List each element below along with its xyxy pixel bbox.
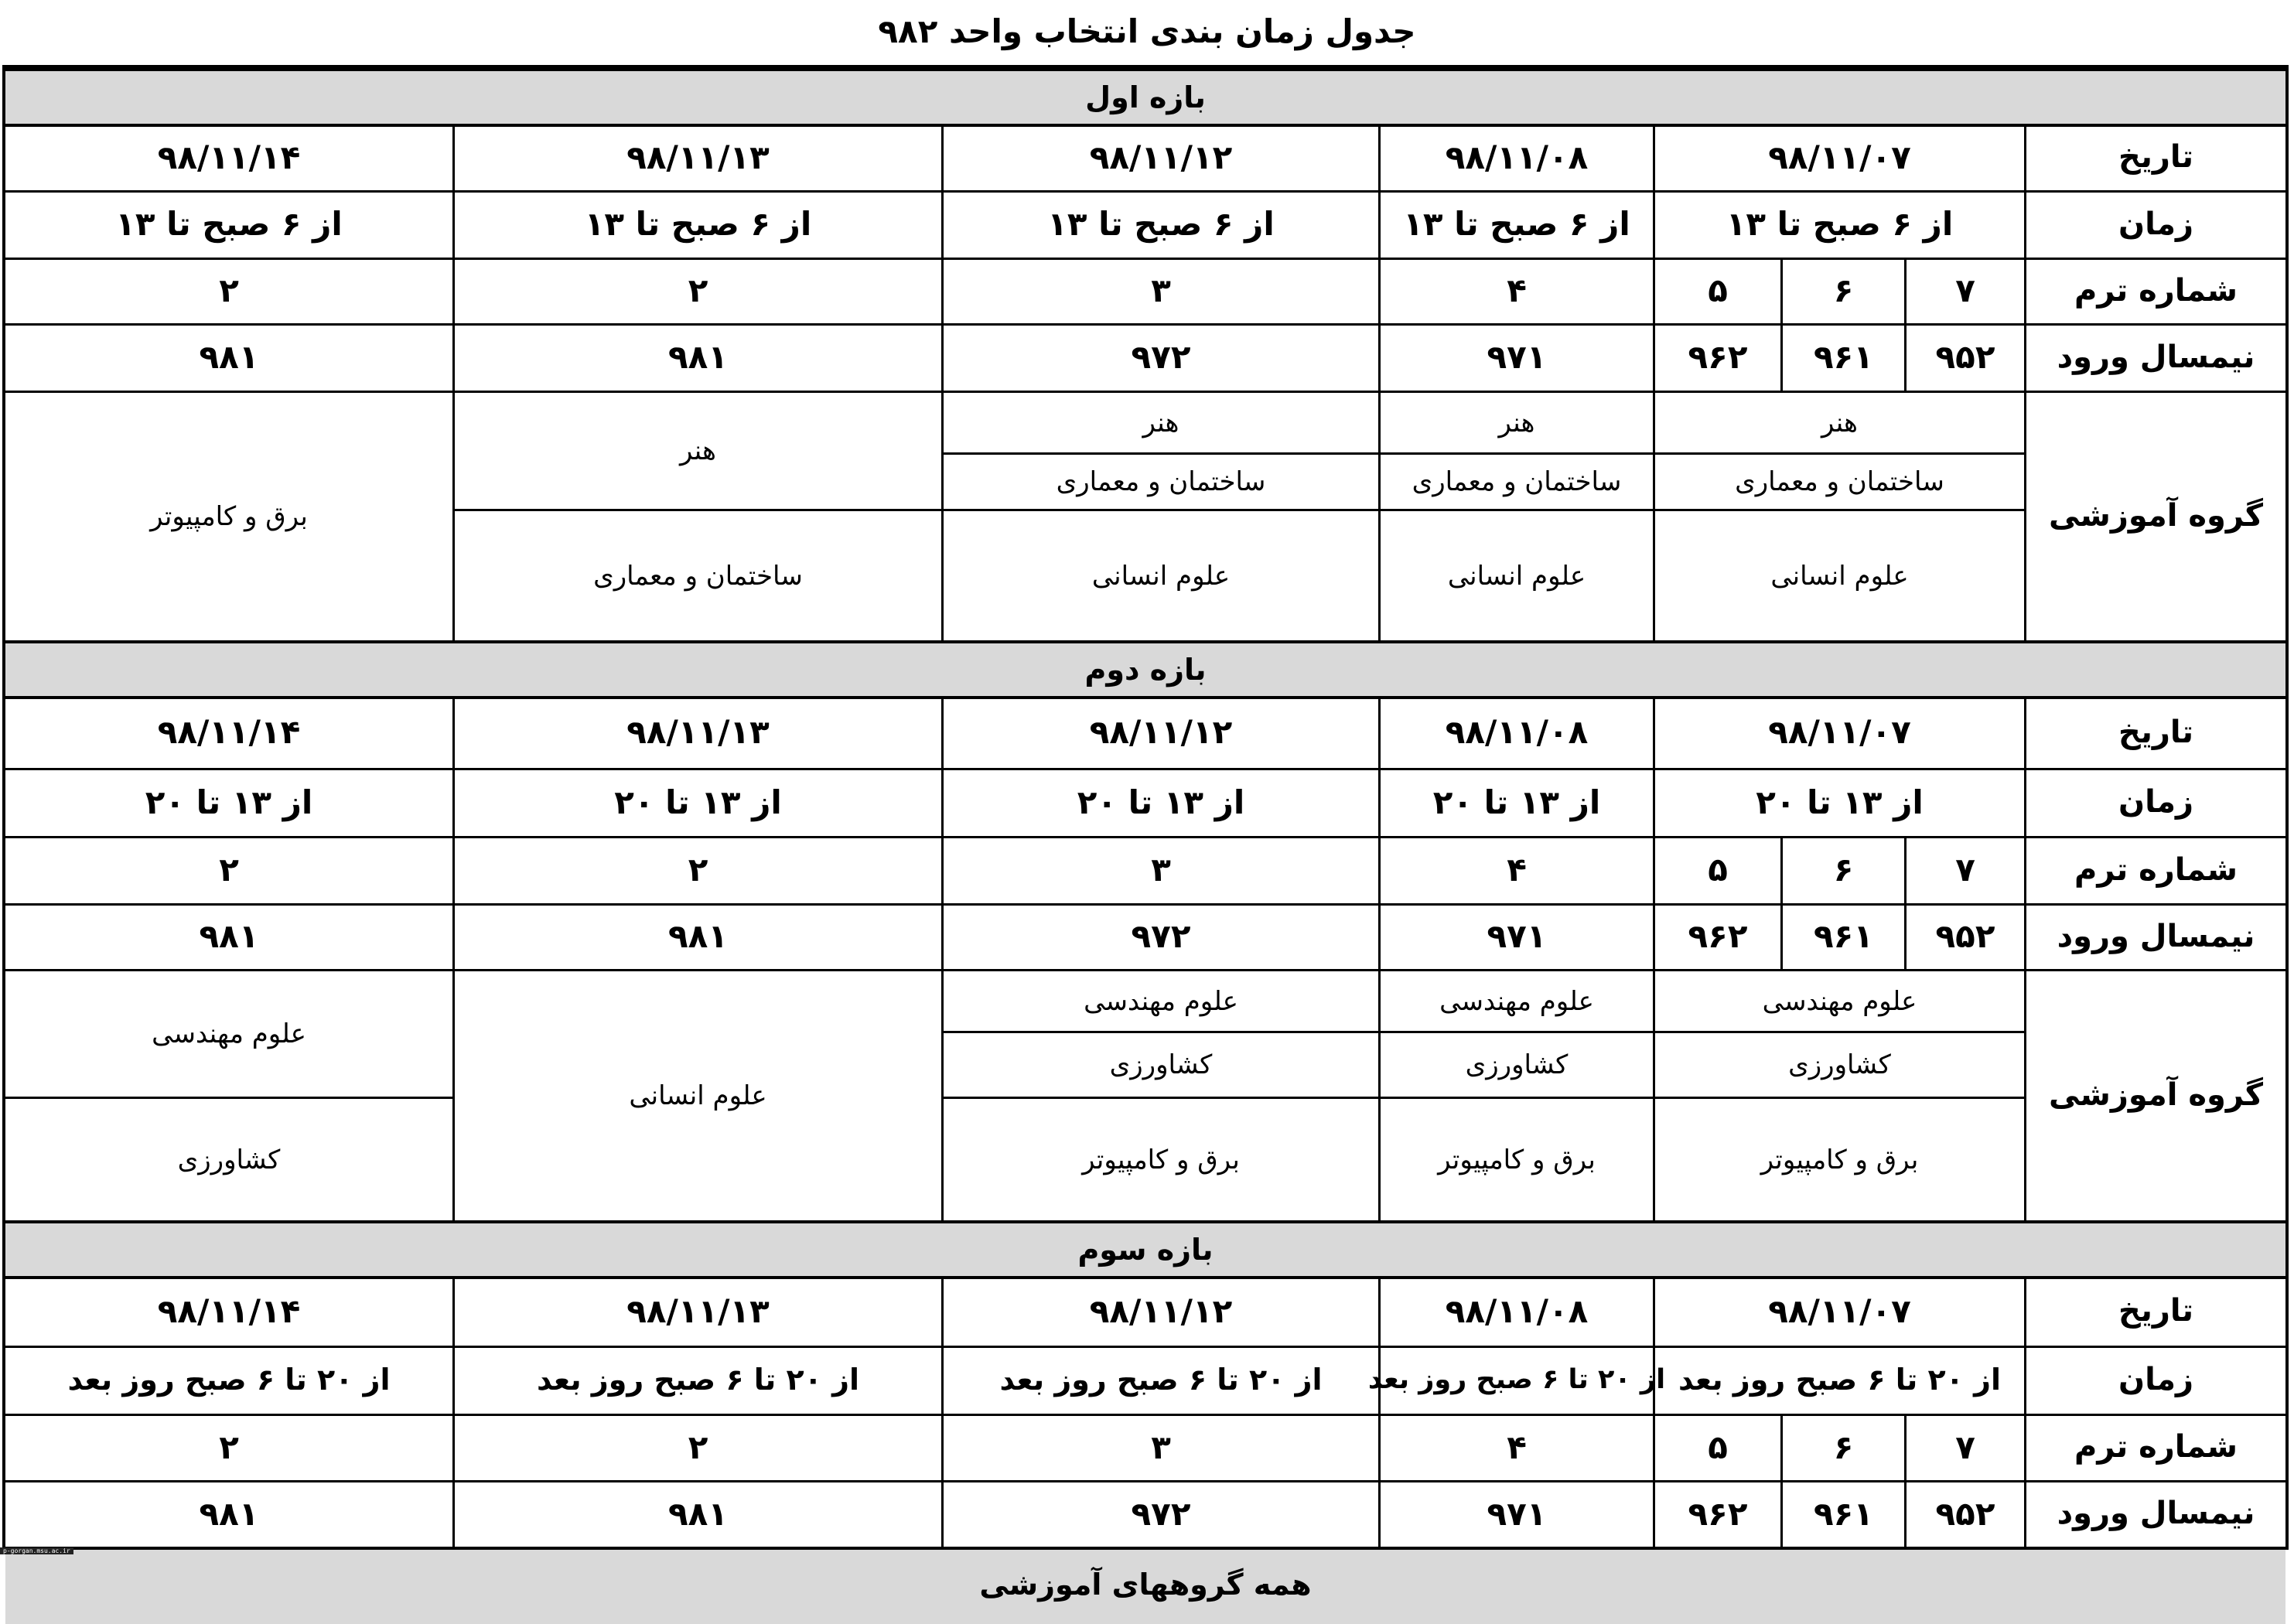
time-cell: از ۶ صبح تا ۱۳ [1726,205,1954,243]
period-2-header [5,640,2285,699]
time-cell: از ۱۳ تا ۲۰ [145,783,313,821]
group-cell: ساختمان و معماری [1056,466,1266,497]
date-cell: ۹۸/۱۱/۱۲ [1089,1291,1233,1330]
term-cell: ۷ [1955,1428,1975,1466]
entry-cell: ۹۸۱ [199,917,259,955]
term-cell: ۲ [688,851,708,889]
group-cell: کشاورزی [1465,1049,1569,1080]
time-cell: از ۲۰ تا ۶ صبح روز بعد [536,1363,860,1397]
term-cell: ۲ [219,851,239,889]
date-cell: ۹۸/۱۱/۰۸ [1445,138,1589,176]
entry-cell: ۹۷۲ [1131,1494,1191,1533]
term-cell: ۲ [219,1428,239,1466]
group-cell: ساختمان و معماری [593,560,803,592]
time-cell: از ۶ صبح تا ۱۳ [1047,205,1275,243]
group-cell: علوم مهندسی [1084,985,1238,1017]
time-cell: از ۶ صبح تا ۱۳ [1403,205,1630,243]
time-cell: از ۱۳ تا ۲۰ [1756,783,1924,821]
term-cell: ۴ [1507,851,1527,889]
group-cell: علوم مهندسی [1762,985,1917,1017]
term-cell: ۵ [1708,1428,1728,1466]
term-cell: ۴ [1507,1428,1527,1466]
group-cell: کشاورزی [1109,1049,1213,1080]
entry-cell: ۹۶۲ [1688,1494,1748,1533]
period-3-header [5,1220,2285,1279]
entry-cell: ۹۶۱ [1814,1494,1873,1533]
time-cell: از ۲۰ تا ۶ صبح روز بعد [1367,1364,1666,1395]
group-cell: کشاورزی [177,1144,281,1175]
time-cell: از ۱۳ تا ۲۰ [1432,783,1601,821]
label-date: تاریخ [2118,714,2193,750]
entry-cell: ۹۷۱ [1487,1494,1547,1533]
label-term: شماره ترم [2074,272,2238,309]
date-cell: ۹۸/۱۱/۱۴ [157,713,301,751]
entry-cell: ۹۸۱ [668,338,728,376]
label-date: تاریخ [2118,139,2193,175]
label-entry: نیمسال ورود [2057,918,2255,954]
group-cell: برق و کامپیوتر [1082,1144,1240,1175]
date-cell: ۹۸/۱۱/۱۳ [626,1291,770,1330]
entry-cell: ۹۸۱ [668,917,728,955]
entry-cell: ۹۶۲ [1688,917,1748,955]
entry-cell: ۹۵۲ [1935,917,1995,955]
entry-cell: ۹۷۱ [1487,917,1547,955]
label-term: شماره ترم [2074,851,2238,888]
time-cell: از ۱۳ تا ۲۰ [1077,783,1245,821]
group-cell: کشاورزی [1788,1049,1891,1080]
all-groups-footer [5,1547,2285,1624]
term-cell: ۳ [1151,271,1171,309]
term-cell: ۷ [1955,851,1975,889]
label-time: زمان [2118,1362,2193,1397]
label-entry: نیمسال ورود [2057,339,2255,375]
period-3-title: بازه سوم [1077,1233,1214,1267]
label-time: زمان [2118,206,2193,242]
time-cell: از ۲۰ تا ۶ صبح روز بعد [67,1363,391,1397]
label-group: گروه آموزشی [2049,1076,2263,1113]
term-cell: ۲ [688,1428,708,1466]
group-cell: ساختمان و معماری [1735,466,1944,497]
term-cell: ۵ [1708,851,1728,889]
date-cell: ۹۸/۱۱/۰۷ [1768,1291,1911,1330]
entry-cell: ۹۷۲ [1131,917,1191,955]
term-cell: ۴ [1507,271,1527,309]
group-cell: هنر [1142,407,1179,438]
date-cell: ۹۸/۱۱/۰۸ [1445,1291,1589,1330]
term-cell: ۳ [1151,1428,1171,1466]
date-cell: ۹۸/۱۱/۰۷ [1768,138,1911,176]
entry-cell: ۹۶۲ [1688,338,1748,376]
entry-cell: ۹۸۱ [199,338,259,376]
group-cell: علوم انسانی [629,1080,767,1111]
label-date: تاریخ [2118,1293,2193,1329]
term-cell: ۲ [688,271,708,309]
group-cell: برق و کامپیوتر [1438,1144,1596,1175]
entry-cell: ۹۵۲ [1935,1494,1995,1533]
entry-cell: ۹۶۱ [1814,917,1873,955]
period-1-header [5,68,2285,127]
entry-cell: ۹۷۱ [1487,338,1547,376]
label-time: زمان [2118,784,2193,820]
term-cell: ۲ [219,271,239,309]
period-2-title: بازه دوم [1084,653,1207,687]
entry-cell: ۹۸۱ [199,1494,259,1533]
entry-cell: ۹۵۲ [1935,338,1995,376]
group-cell: علوم مهندسی [1439,985,1594,1017]
group-cell: هنر [1498,407,1535,438]
date-cell: ۹۸/۱۱/۱۴ [157,1291,301,1330]
period-1-title: بازه اول [1085,80,1206,114]
group-cell: ساختمان و معماری [1412,466,1622,497]
entry-cell: ۹۷۲ [1131,338,1191,376]
date-cell: ۹۸/۱۱/۰۸ [1445,713,1589,751]
label-term: شماره ترم [2074,1429,2238,1465]
term-cell: ۶ [1833,851,1854,889]
group-cell: برق و کامپیوتر [1760,1144,1919,1175]
term-cell: ۵ [1708,271,1728,309]
date-cell: ۹۸/۱۱/۱۲ [1089,713,1233,751]
date-cell: ۹۸/۱۱/۰۷ [1768,713,1911,751]
time-cell: از ۶ صبح تا ۱۳ [584,205,812,243]
term-cell: ۶ [1833,1428,1854,1466]
term-cell: ۳ [1151,851,1171,889]
term-cell: ۷ [1955,271,1975,309]
page-title: جدول زمان بندی انتخاب واحد ۹۸۲ [878,12,1416,50]
date-cell: ۹۸/۱۱/۱۴ [157,138,301,176]
all-groups-label: همه گروههای آموزشی [979,1568,1312,1602]
group-cell: هنر [680,435,716,466]
term-cell: ۶ [1833,271,1854,309]
time-cell: از ۲۰ تا ۶ صبح روز بعد [999,1363,1323,1397]
group-cell: علوم انسانی [1091,560,1231,592]
date-cell: ۹۸/۱۱/۱۲ [1089,138,1233,176]
entry-cell: ۹۶۱ [1814,338,1873,376]
date-cell: ۹۸/۱۱/۱۳ [626,138,770,176]
watermark-url: p-gorgan.msu.ac.ir [0,1547,73,1554]
label-entry: نیمسال ورود [2057,1496,2255,1531]
entry-cell: ۹۸۱ [668,1494,728,1533]
group-cell: برق و کامپیوتر [150,501,308,532]
date-cell: ۹۸/۱۱/۱۳ [626,713,770,751]
time-cell: از ۶ صبح تا ۱۳ [115,205,343,243]
time-cell: از ۱۳ تا ۲۰ [614,783,782,821]
group-cell: علوم انسانی [1770,560,1909,592]
group-cell: علوم انسانی [1447,560,1586,592]
label-group: گروه آموزشی [2049,497,2263,534]
time-cell: از ۲۰ تا ۶ صبح روز بعد [1678,1363,2002,1397]
group-cell: هنر [1821,407,1858,438]
group-cell: علوم مهندسی [152,1018,306,1049]
